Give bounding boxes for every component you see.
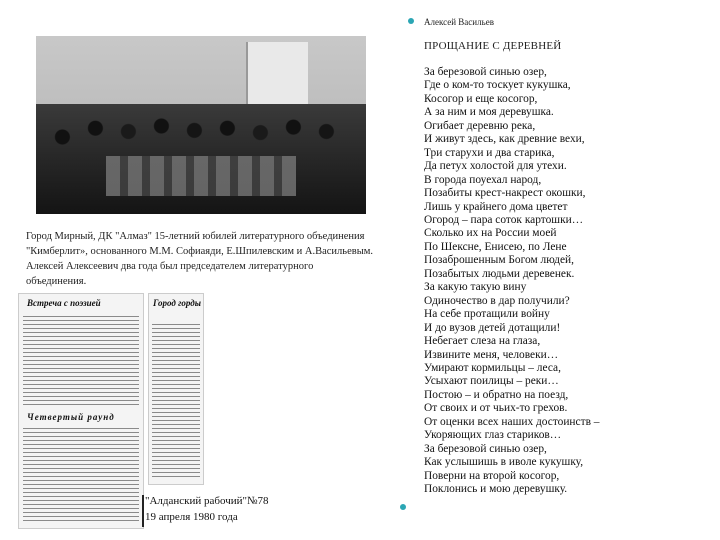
poem-line: Позабиты крест-накрест окошки, [424,187,586,200]
poem-line: Сколько их на России моей [424,227,557,240]
poem-line: По Шексне, Енисею, по Лене [424,240,567,253]
source-date: 19 апреля 1980 года [145,511,238,523]
source-divider [142,495,144,527]
poem-line: От оценки всех наших достоинств – [424,415,600,428]
poem-line: Косогор и еще косогор, [424,92,538,105]
poem-title: ПРОЩАНИЕ С ДЕРЕВНЕЙ [424,40,562,52]
poem-line: Постою – и обратно на поезд, [424,388,569,401]
poem-line: Укоряющих глаз стариков… [424,429,562,442]
poem-line: А за ним и моя деревушка. [424,106,554,119]
poem-line: Поклонись и мою деревушку. [424,483,568,496]
poem-line: От своих и от чьих-то грехов. [424,402,568,415]
poem-line: Позабытых людьми деревенек. [424,267,575,280]
photo-caption: Город Мирный, ДК "Алмаз" 15-летний юбилей литературного объединения "Кимберлит», основанного М.М. Софиаяди, Е.Шпилевским и А.Васильевым. Алексей Алексеевич два года был председателем литературного объединения. [26,231,374,287]
poem-line: Где о ком-то тоскует кукушка, [424,79,571,92]
clipping-text [23,428,139,524]
clipping-text [23,316,139,408]
poem-line: Извините меня, человеки… [424,348,559,361]
poem-text [424,66,714,497]
poem-line: Огород – пара соток картошки… [424,213,584,226]
clipping-headline: Город горды [153,298,201,308]
bullet-icon [400,504,406,510]
poem-line: За березовой синью озер, [424,66,547,78]
poem-line: Позаброшенным Богом людей, [424,254,574,267]
group-photo [36,36,366,214]
poem-line: И живут здесь, как древние вехи, [424,133,585,146]
newspaper-clipping [18,293,144,529]
poem-line: Огибает деревню река, [424,119,536,132]
poem-line: И до вузов детей дотащили! [424,321,561,334]
poem-line: Да петух холостой для утехи. [424,160,567,173]
seated-row [106,156,296,196]
poem-line: На себе протащили войну [424,308,550,321]
poem-line: Как услышишь в иволе кукушку, [424,456,584,469]
clipping-text [152,324,200,480]
newspaper-source [145,493,269,525]
poem-line: За какую такую вину [424,281,527,294]
bullet-icon [408,18,414,24]
author-name: Алексей Васильев [424,17,494,27]
source-name: "Алданский рабочий"№78 [145,495,269,507]
clipping-headline: Встреча с поэзией [27,298,101,308]
poem-line: В города поуехал народ, [424,173,542,186]
poem-line: Усыхают поилицы – реки… [424,375,559,388]
poem-line: Умирают кормильцы – леса, [424,361,561,374]
poem-line: Лишь у крайнего дома цветет [424,200,568,213]
poem-line: Три старухи и два старика, [424,146,555,159]
poem-line: Поверни на второй косогор, [424,469,560,482]
newspaper-clipping [148,293,204,485]
poem-line: За березовой синью озер, [424,442,547,455]
clipping-headline: Четвертый раунд [27,412,115,422]
poem-line: Одиночество в дар получили? [424,294,570,307]
poem-line: Небегает слеза на глаза, [424,335,541,348]
